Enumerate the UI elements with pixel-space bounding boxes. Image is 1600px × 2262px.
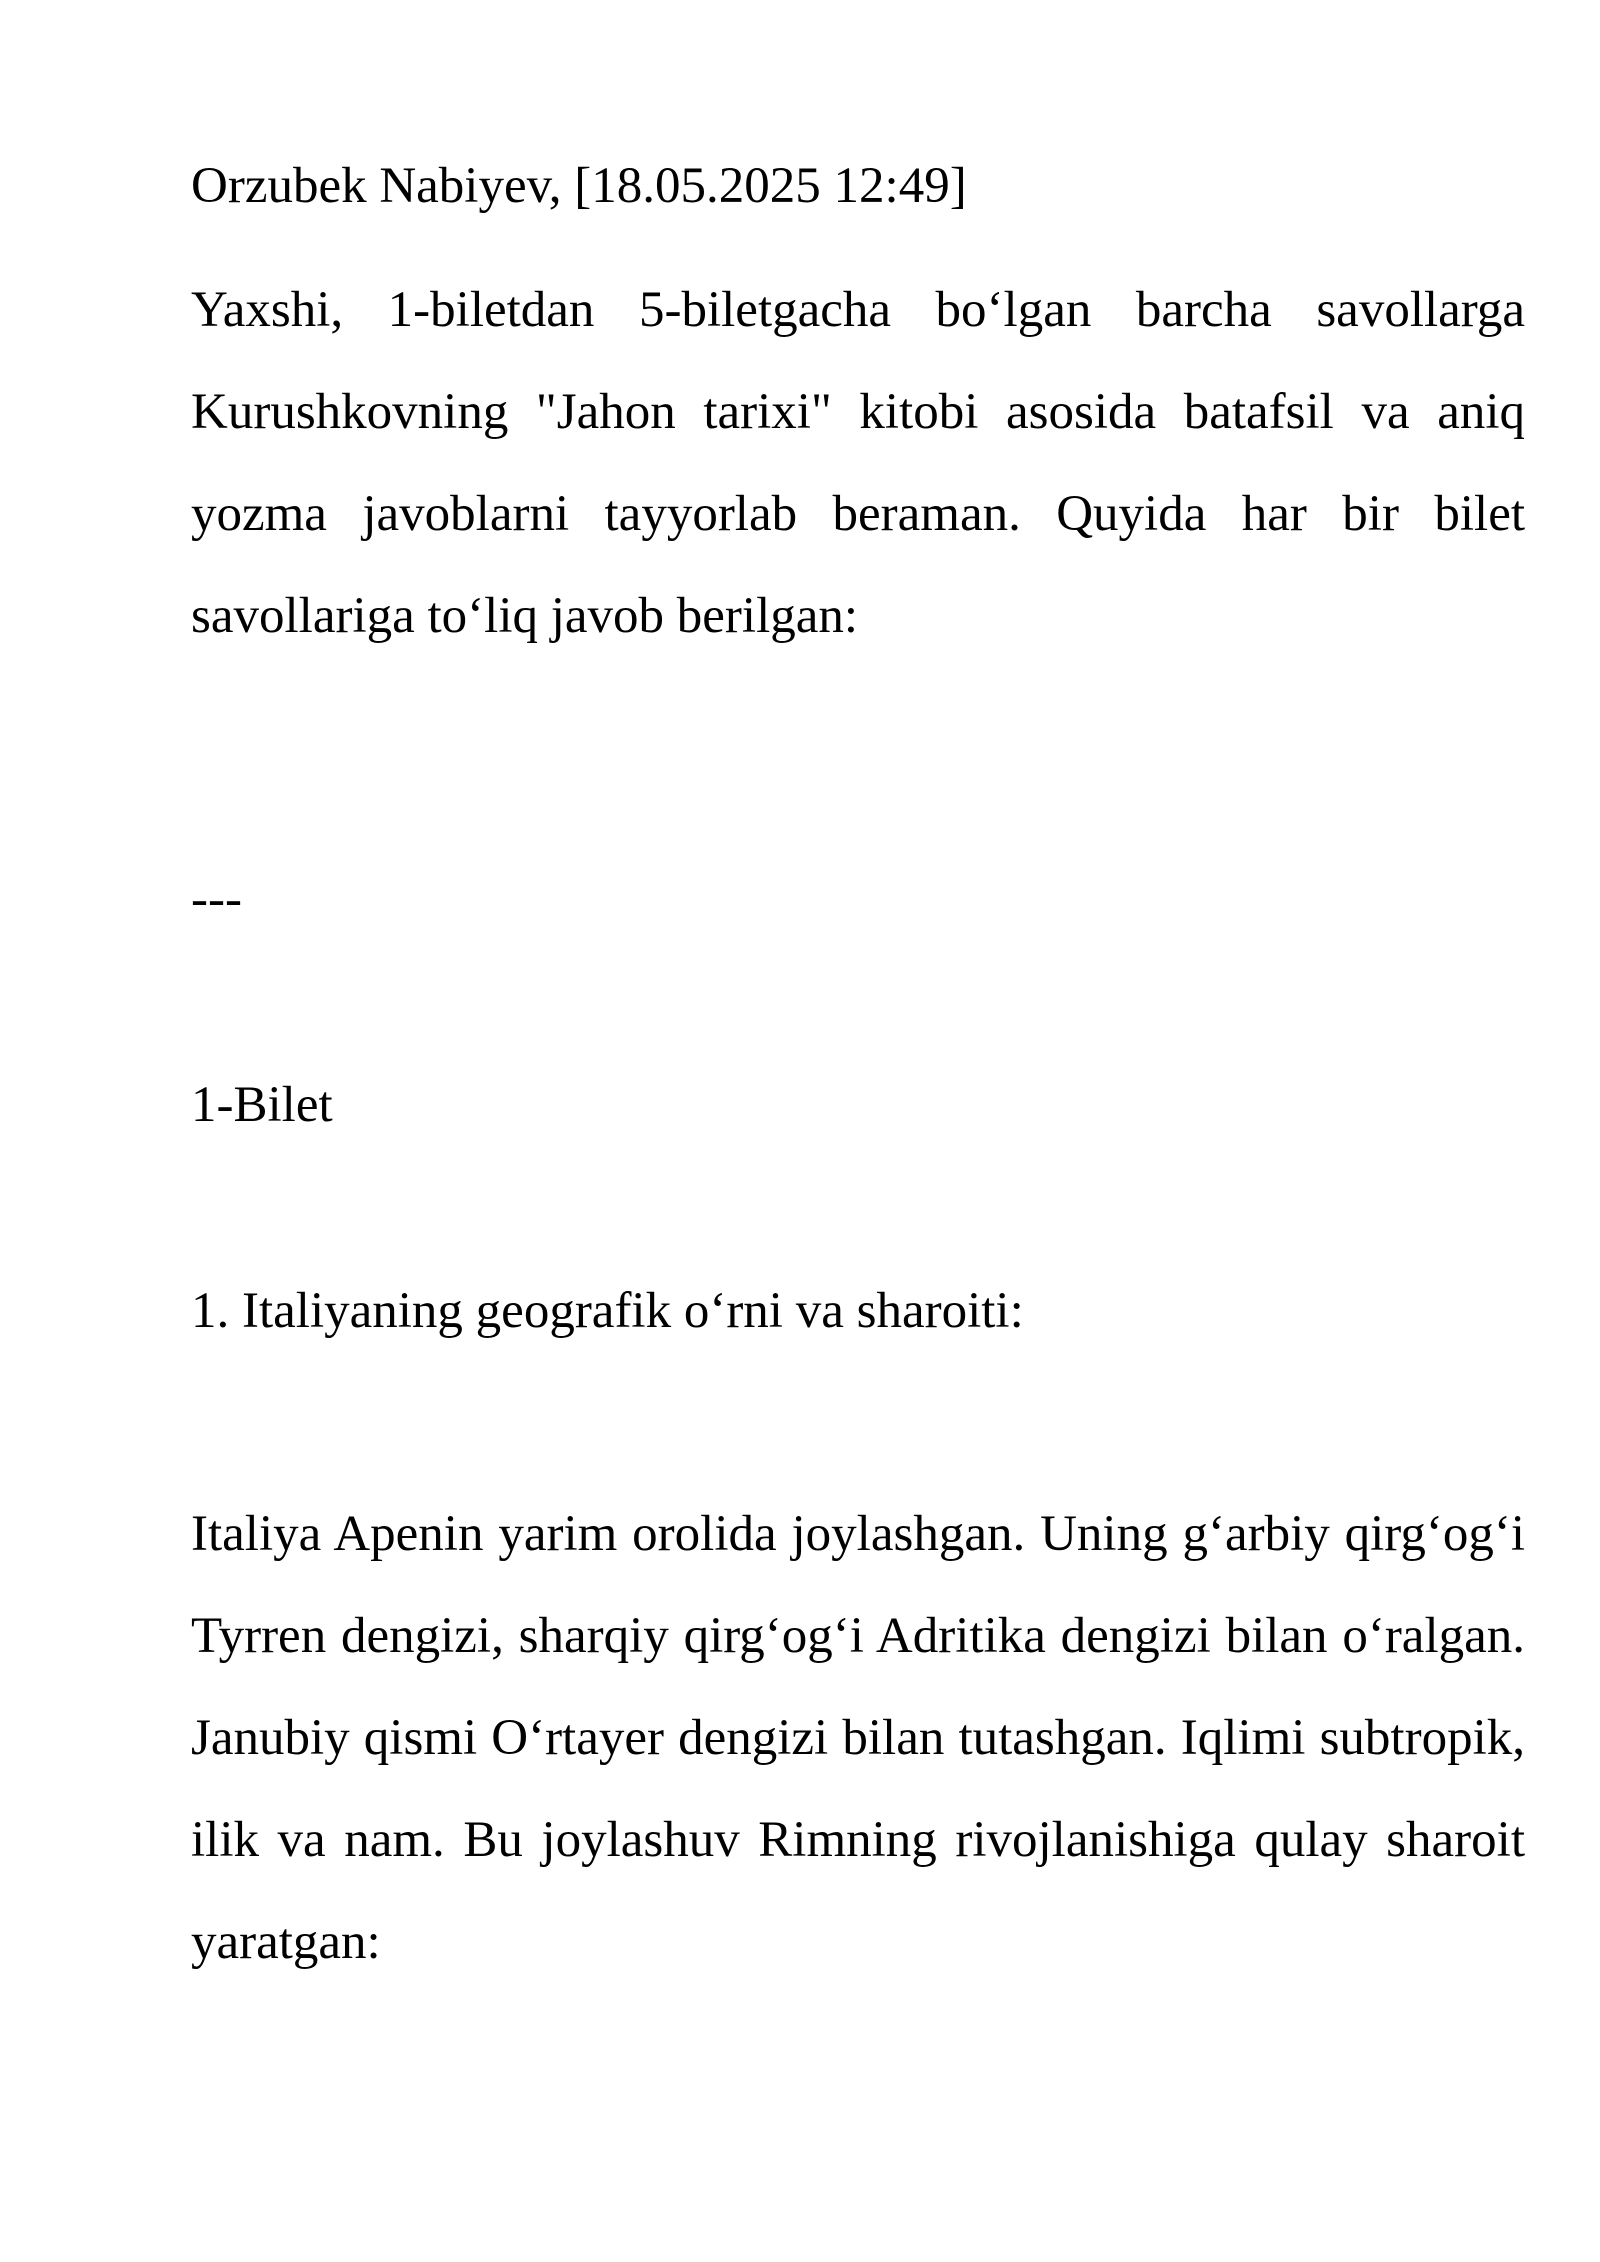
ticket-title: 1-Bilet [191,1077,333,1133]
author-timestamp-line: Orzubek Nabiyev, [18.05.2025 12:49] [191,158,967,214]
intro-paragraph: Yaxshi, 1-biletdan 5-biletgacha bo‘lgan barcha savollarga Kurushkovning "Jahon tarixi" kitobi asosida batafsil va aniq yozma javoblarni tayyorlab beraman. Quyida har bir bilet savollariga to‘liq javob berilgan: [191,282,1525,644]
answer-paragraph: Italiya Apenin yarim orolida joylashgan. Uning g‘arbiy qirg‘og‘i Tyrren dengizi, sharqiy qirg‘og‘i Adritika dengizi bilan o‘ralgan. Janubiy qismi O‘rtayer dengizi bilan tutashgan. Iqlimi subtropik, ilik va nam. Bu joylashuv Rimning rivojlanishiga qulay sharoit yaratgan: [191,1506,1525,1970]
separator-line: --- [191,871,242,927]
question-heading: 1. Italiyaning geografik o‘rni va sharoiti: [191,1283,1024,1339]
